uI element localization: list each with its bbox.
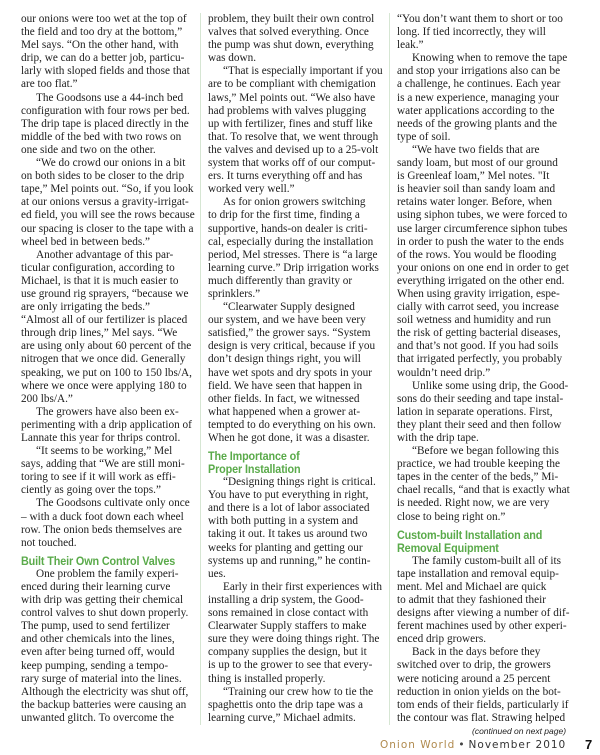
text-line: When using gravity irrigation, espe- <box>397 287 560 300</box>
heading-line: The Importance of <box>208 449 300 464</box>
paragraph <box>21 314 193 406</box>
paragraph <box>397 445 575 524</box>
text-line: long. If tied incorrectly, they will <box>397 26 546 39</box>
text-line: period, Mel stresses. There is “a large <box>208 248 378 261</box>
text-line: close to being right on.” <box>397 510 506 523</box>
text-line: and stop your irrigations also can be <box>397 65 561 78</box>
text-line: system that works off of our comput- <box>208 157 376 170</box>
text-line: is Greenleaf loam,” Mel notes. "It <box>397 170 550 183</box>
text-line: ers. It turns everything off and has <box>208 170 363 183</box>
text-line: “That is especially important if you <box>223 65 383 78</box>
text-line: your onions on one end in order to get <box>397 261 569 274</box>
paragraph <box>208 301 383 445</box>
text-line: design is very critical, because if you <box>208 340 376 353</box>
text-line: was down. <box>208 52 257 65</box>
text-line: retains water longer. Before, when <box>397 196 552 209</box>
text-line: that irrigated perfectly, you probably <box>397 353 563 366</box>
page-number: 7 <box>585 737 593 752</box>
text-line: with both putting in a system and <box>208 515 358 528</box>
text-line: sons do their seeding and tape instal- <box>397 392 564 405</box>
text-line: were noticing around a 25 percent <box>397 672 551 685</box>
continued-note: (continued on next page) <box>472 726 567 736</box>
page-footer <box>380 739 566 752</box>
text-line: Mel says. “On the other hand, with <box>21 39 179 52</box>
paragraph <box>208 476 383 581</box>
text-line: “Almost all of our fertilizer is placed <box>21 314 188 327</box>
text-line: to drip for the first time, finding a <box>208 209 360 222</box>
paragraph <box>397 646 575 725</box>
text-line: they plant their seed and then follow <box>397 418 562 431</box>
text-line: not touched. <box>21 536 77 549</box>
text-line: “Before we began following this <box>412 445 559 458</box>
text-line: – with a duck foot down each wheel <box>21 510 184 523</box>
text-line: designs after viewing a number of dif- <box>397 607 570 620</box>
text-line: “Designing things right is critical. <box>223 476 376 489</box>
text-line: our system, and we have been very <box>208 314 366 327</box>
text-line: taking it out. It takes us around two <box>208 528 368 541</box>
text-line: “You don’t want them to short or too <box>397 13 563 25</box>
text-line: and other chemicals into the lines, <box>21 633 175 646</box>
text-line: The growers have also been ex- <box>36 405 179 418</box>
heading-line: Proper Installation <box>208 462 301 477</box>
text-line: the pump was shut down, everything <box>208 39 374 52</box>
text-line: the risk of getting bacterial diseases, <box>397 327 561 340</box>
text-line: much differently than gravity or <box>208 274 353 287</box>
text-line: “It seems to be working,” Mel <box>36 445 173 458</box>
text-line: sandy loam, but most of our ground <box>397 157 558 170</box>
text-line: thing is installed properly. <box>208 672 326 685</box>
text-line: is a new experience, managing your <box>397 91 559 104</box>
text-line: type of soil. <box>397 130 451 143</box>
text-line: are too flat.” <box>21 78 78 91</box>
paragraph <box>397 380 575 445</box>
text-line: systems up and running,” he contin- <box>208 554 371 567</box>
text-line: other fields. In fact, we witnessed <box>208 392 360 405</box>
text-line: of the rows. You would be flooding <box>397 248 557 261</box>
text-line: use ground rig sprayers, “because we <box>21 287 189 300</box>
text-line: toring to see if it will work as effi- <box>21 471 176 484</box>
paragraph <box>397 555 575 647</box>
text-line: installing a drip system, the Good- <box>208 593 364 606</box>
text-line: up with fertilizer, fines and stuff like <box>208 117 373 130</box>
text-line: worked very well.” <box>208 183 295 196</box>
text-line: at our onions versus a gravity-irrigat- <box>21 196 189 209</box>
text-line: a challenge, he continues. Each year <box>397 78 561 91</box>
paragraph <box>21 249 193 314</box>
paragraph <box>21 92 193 157</box>
text-line: tempted to do everything on his own. <box>208 418 376 431</box>
footer-separator: • <box>458 739 466 751</box>
text-line: sure they were doing things right. The <box>208 633 380 646</box>
text-line: ticular configuration, according to <box>21 261 175 274</box>
text-line: perimenting with a drip application of <box>21 418 192 431</box>
text-line: is heavier soil than sandy loam and <box>397 183 556 196</box>
text-line: are to be compliant with chemigation <box>208 78 376 91</box>
column-rule-2 <box>389 13 390 725</box>
text-line: says, adding that “We are still moni- <box>21 458 185 471</box>
text-line: use larger circumference siphon tubes <box>397 222 568 235</box>
text-line: ciently as going over the tops.” <box>21 484 161 497</box>
text-line: Michael, is that it is much easier to <box>21 274 179 287</box>
text-line: and there is a lot of labor associated <box>208 502 370 515</box>
text-line: row. The onion beds themselves are <box>21 523 182 536</box>
text-line: our spacing is closer to the tape with a <box>21 222 194 235</box>
text-line: field. We have seen that happen in <box>208 379 363 392</box>
text-line: Lannate this year for thrips control. <box>21 432 181 444</box>
text-line: is needed. Right now, we are very <box>397 497 550 510</box>
text-line: valves that solved everything. Once <box>208 26 369 39</box>
text-line: are only irrigating the beds.” <box>21 301 151 314</box>
text-line: with drip was getting their chemical <box>21 594 184 607</box>
paragraph <box>21 157 193 249</box>
text-line: As for onion growers switching <box>223 196 366 209</box>
text-line: soil wetness and humidity and run <box>397 314 552 327</box>
text-line: leak.” <box>397 39 424 52</box>
text-line: unwanted glitch. To overcome the <box>21 711 175 724</box>
text-line: speaking, we put on 100 to 150 lbs/A, <box>21 366 192 379</box>
text-line: nitrogen that we once did. Generally <box>21 353 186 366</box>
text-line: satisfied,” the grower says. “System <box>208 327 371 340</box>
text-line: company supplies the design, but it <box>208 646 367 659</box>
heading-line: Built Their Own Control Valves <box>21 553 176 568</box>
text-line: rary surge of material into the lines. <box>21 672 182 685</box>
text-line: keep pumping, sending a tempo- <box>21 659 169 672</box>
text-line: one side and two on the other. <box>21 143 156 156</box>
text-line: ment. Mel and Michael are quick <box>397 580 547 593</box>
text-line: “We do crowd our onions in a bit <box>36 157 186 170</box>
text-line: “We have two fields that are <box>412 143 540 156</box>
text-line: the field and too dry at the bottom,” <box>21 26 183 39</box>
column-rule-1 <box>200 13 201 725</box>
text-line: ues. <box>208 567 226 580</box>
text-line: everything irrigated on the other end. <box>397 274 565 287</box>
paragraph <box>21 445 193 497</box>
text-line: Back in the days before they <box>412 646 541 659</box>
text-line: through drip lines,” Mel says. “We <box>21 327 178 340</box>
text-line: lation in separate operations. First, <box>397 405 553 418</box>
paragraph <box>397 144 575 380</box>
text-line: wheel bed in between beds.” <box>21 235 151 248</box>
text-line: middle of the bed with two rows on <box>21 130 182 143</box>
paragraph <box>397 52 575 144</box>
text-line: You have to put everything in right, <box>208 489 369 502</box>
text-line: larly with sloped fields and those that <box>21 65 190 78</box>
publication-name: Onion World <box>380 739 456 751</box>
text-line: in order to push the water to the ends <box>397 235 564 248</box>
text-line: When he got done, it was a disaster. <box>208 432 370 444</box>
text-line: Knowing when to remove the tape <box>412 52 568 65</box>
text-line: switched over to drip, the growers <box>397 659 551 672</box>
text-line: The Goodsons cultivate only once <box>36 497 190 510</box>
paragraph <box>397 13 575 52</box>
article-column-3 <box>397 13 575 725</box>
text-line: have wet spots and dry spots in your <box>208 366 373 379</box>
text-line: cially with carrot seed, you increase <box>397 301 559 314</box>
text-line: ferent machines used by other experi- <box>397 620 567 633</box>
text-line: tom ends of their fields, particularly if <box>397 698 569 711</box>
heading-line: Custom-built Installation and <box>397 527 543 542</box>
text-line: enced during their learning curve <box>21 580 171 593</box>
text-line: configuration with four rows per bed. <box>21 104 190 117</box>
heading-line: Removal Equipment <box>397 540 499 555</box>
text-line: tapes in the center of the beds,” Mi- <box>397 471 559 484</box>
text-line: cal, especially during the installation <box>208 235 374 248</box>
text-line: tape,” Mel points out. “So, if you look <box>21 183 194 196</box>
text-line: wouldn’t need drip.” <box>397 366 491 379</box>
text-line: tape installation and removal equip- <box>397 567 559 580</box>
text-line: the valves and devised up to a 25-volt <box>208 143 379 156</box>
article-column-2 <box>208 13 383 725</box>
text-line: with the drip tape. <box>397 432 479 444</box>
text-line: sprinklers.” <box>208 287 261 300</box>
text-line: The Goodsons use a 44-inch bed <box>36 91 184 104</box>
text-line: water applications according to the <box>397 104 555 117</box>
text-line: what happened when a grower at- <box>208 405 361 418</box>
paragraph <box>208 65 383 196</box>
text-line: spaghettis onto the drip tape was a <box>208 698 363 711</box>
text-line: practice, we had trouble keeping the <box>397 458 561 471</box>
text-line: Clearwater Supply staffers to make <box>208 620 367 633</box>
paragraph <box>208 686 383 725</box>
text-line: sons remained in close contact with <box>208 607 369 620</box>
text-line: The drip tape is placed directly in the <box>21 117 189 130</box>
text-line: on both sides to be closer to the drip <box>21 170 185 183</box>
text-line: reduction in onion yields on the bot- <box>397 685 561 698</box>
text-line: weeks for planting and getting our <box>208 541 363 554</box>
text-line: “Clearwater Supply designed <box>223 301 355 314</box>
text-line: Early in their first experiences with <box>223 580 383 593</box>
text-line: had problems with valves plugging <box>208 104 367 117</box>
issue-date: November 2010 <box>468 739 567 751</box>
text-line: are using only about 60 percent of the <box>21 340 192 353</box>
text-line: the contour was flat. Strawing helped <box>397 711 566 724</box>
text-line: supportive, hands-on dealer is criti- <box>208 222 368 235</box>
text-line: problem, they built their own control <box>208 13 375 25</box>
text-line: needs of the growing plants and the <box>397 117 557 130</box>
text-line: Another advantage of this par- <box>36 248 174 261</box>
text-line: Although the electricity was shut off, <box>21 685 189 698</box>
text-line: don’t design things right, you will <box>208 353 361 366</box>
text-line: drip, we can do a better job, particu- <box>21 52 185 65</box>
paragraph <box>208 13 383 65</box>
text-line: and that’s not good. If you had soils <box>397 340 559 353</box>
text-line: where we once were applying 180 to <box>21 379 187 392</box>
section-heading <box>21 555 193 568</box>
text-line: learning curve.” Drip irrigation works <box>208 261 379 274</box>
text-line: the backup batteries were causing an <box>21 698 187 711</box>
section-heading <box>397 529 575 555</box>
text-line: our onions were too wet at the top of <box>21 13 187 25</box>
text-line: Unlike some using drip, the Good- <box>412 379 569 392</box>
text-line: The family custom-built all of its <box>412 554 562 567</box>
paragraph <box>21 13 193 92</box>
paragraph <box>208 196 383 301</box>
text-line: laws,” Mel points out. “We also have <box>208 91 376 104</box>
text-line: using siphon tubes, we were forced to <box>397 209 568 222</box>
text-line: 200 lbs/A.” <box>21 392 73 405</box>
text-line: is up to the grower to see that every- <box>208 659 373 672</box>
text-line: control valves to shut down properly. <box>21 607 189 620</box>
text-line: even after being turned off, would <box>21 646 175 659</box>
text-line: ed field, you will see the rows because <box>21 209 195 222</box>
article-column-1 <box>21 13 193 725</box>
paragraph <box>21 406 193 445</box>
section-heading <box>208 450 383 476</box>
text-line: to admit that they fashioned their <box>397 593 547 606</box>
paragraph <box>21 497 193 549</box>
text-line: enced drip growers. <box>397 633 487 646</box>
paragraph <box>208 581 383 686</box>
paragraph <box>21 568 193 725</box>
text-line: “Training our crew how to tie the <box>223 685 374 698</box>
text-line: that. To resolve that, we went through <box>208 130 379 143</box>
text-line: learning curve,” Michael admits. <box>208 711 356 724</box>
text-line: chael recalls, “and that is exactly what <box>397 484 570 497</box>
text-line: One problem the family experi- <box>36 567 179 580</box>
text-line: The pump, used to send fertilizer <box>21 620 170 633</box>
